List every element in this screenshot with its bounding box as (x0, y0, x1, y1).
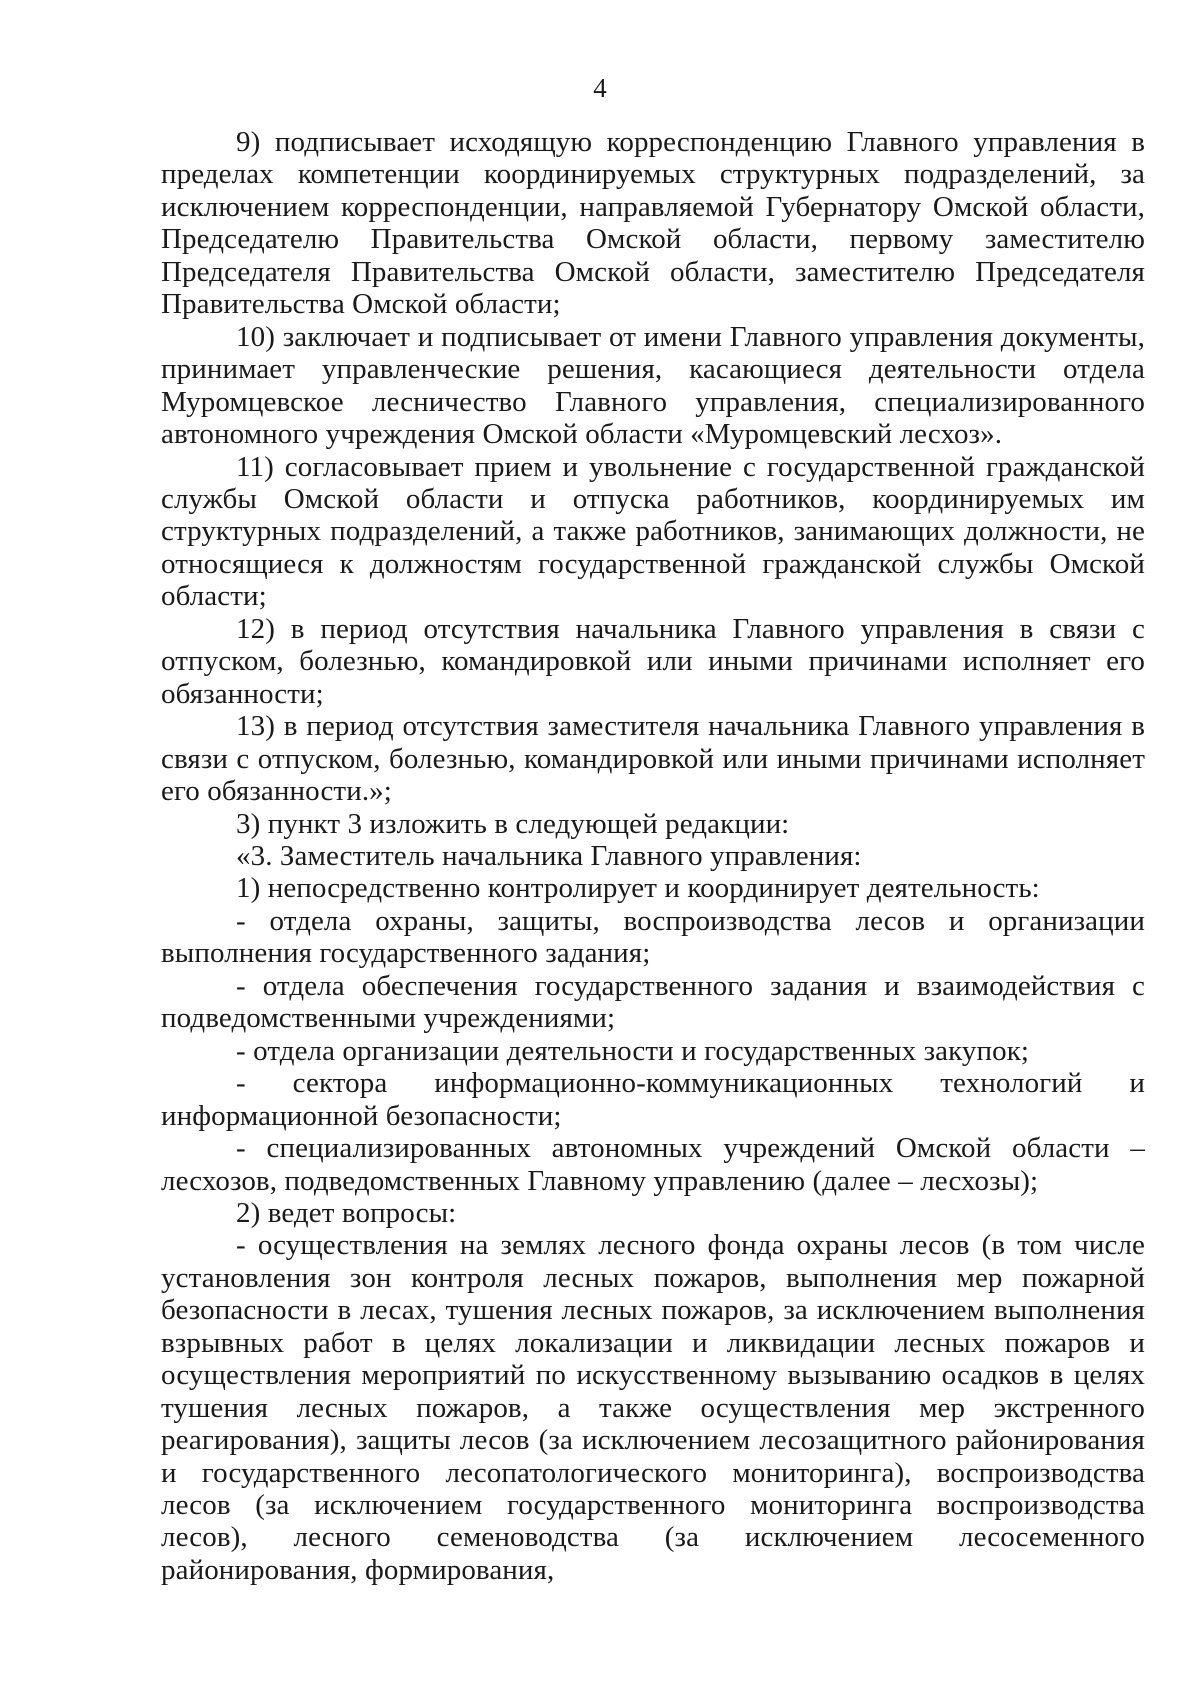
paragraph-item-11: 11) согласовывает прием и увольнение с государственной гражданской службы Омской области и отпуска работников, координируемых им структурных подразделений, а также работников, занимающих должности, не относящиеся к должностям государственной гражданской службы Омской области; (161, 450, 1145, 613)
paragraph-dash-forest-protection: - отдела охраны, защиты, воспроизводства лесов и организации выполнения государственного задания; (161, 904, 1145, 970)
paragraph-dash-it-security: - сектора информационно-коммуникационных технологий и информационной безопасности; (161, 1067, 1145, 1132)
paragraph-item-12: 12) в период отсутствия начальника Главного управления в связи с отпуском, болезнью, командировкой или иными причинами исполняет его обязанности; (161, 612, 1145, 710)
paragraph-subitem-1: 1) непосредственно контролирует и координирует деятельность: (236, 872, 1040, 905)
paragraph-item-13: 13) в период отсутствия заместителя начальника Главного управления в связи с отпуском, болезнью, командировкой или иными причинами исполняет его обязанности.»; (161, 710, 1145, 808)
paragraph-dash-state-task: - отдела обеспечения государственного задания и взаимодействия с подведомственными учреждениями; (161, 969, 1145, 1035)
paragraph-dash-procurement: - отдела организации деятельности и государственных закупок; (236, 1034, 1030, 1067)
paragraph-subitem-2: 2) ведет вопросы: (236, 1196, 457, 1229)
page-number: 4 (593, 73, 607, 103)
paragraph-item-9: 9) подписывает исходящую корреспонденцию Главного управления в пределах компетенции координируемых структурных подразделений, за исключением корреспонденции, направляемой Губернатору Омской области, Председателю Правительства Омской области, первому заместителю Председателя Правительства Омской области, заместителю Председателя Правительства Омской области; (161, 126, 1145, 321)
paragraph-item-10: 10) заключает и подписывает от имени Главного управления документы, принимает управленческие решения, касающиеся деятельности отдела Муромцевское лесничество Главного управления, специализированного автономного учреждения Омской области «Муромцевский лесхоз». (161, 320, 1145, 451)
paragraph-clause-3-heading: «3. Заместитель начальника Главного управления: (236, 839, 862, 872)
paragraph-dash-leskhozes: - специализированных автономных учреждений Омской области – лесхозов, подведомственных Главному управлению (далее – лесхозы); (161, 1132, 1145, 1197)
paragraph-dash-forest-fund: - осуществления на землях лесного фонда охраны лесов (в том числе установления зон контроля лесных пожаров, выполнения мер пожарной безопасности в лесах, тушения лесных пожаров, за исключением выполнения взрывных работ в целях локализации и ликвидации лесных пожаров и осуществления мероприятий по искусственному вызыванию осадков в целях тушения лесных пожаров, а также осуществления мер экстренного реагирования), защиты лесов (за исключением лесозащитного районирования и государственного лесопатологического мониторинга), воспроизводства лесов (за исключением государственного мониторинга воспроизводства лесов), лесного семеноводства (за исключением лесосеменного районирования, формирования, (161, 1229, 1145, 1586)
document-body (161, 126, 1145, 1586)
paragraph-clause-3-intro: 3) пункт 3 изложить в следующей редакции: (236, 807, 790, 840)
